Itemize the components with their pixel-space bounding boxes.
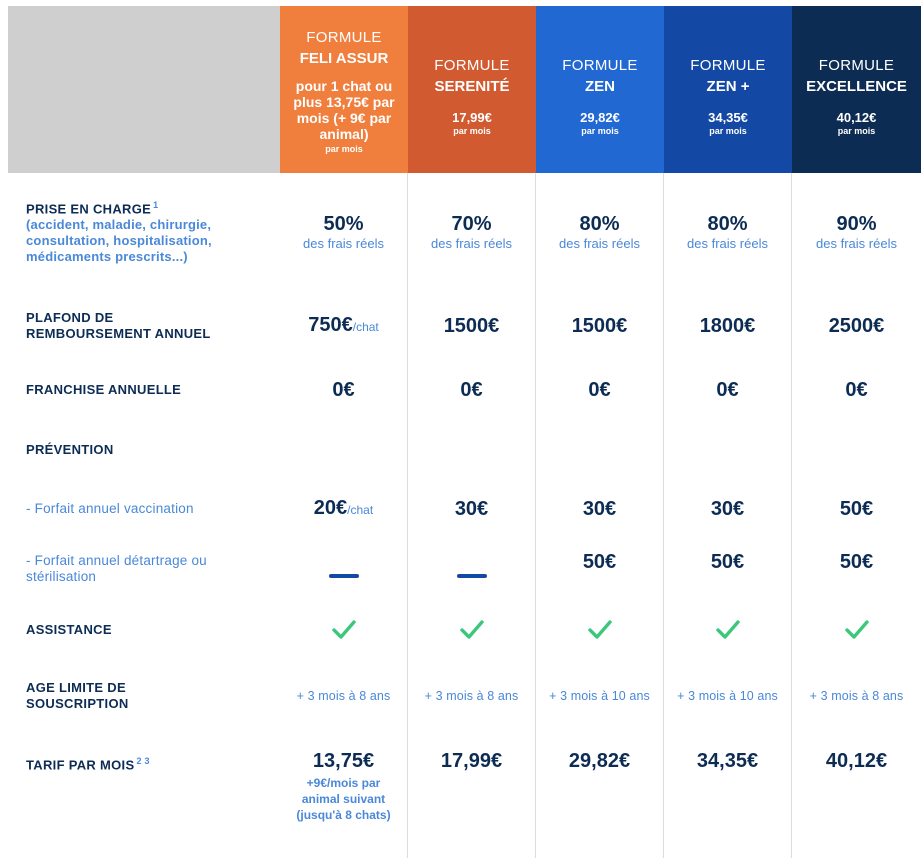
- value-cell: [792, 360, 921, 420]
- value: + 3 mois à 8 ans: [296, 689, 391, 703]
- footnote-ref: 2 3: [136, 756, 150, 766]
- value-note: des frais réels: [816, 236, 897, 251]
- value: 50€: [839, 551, 874, 573]
- row-label-assistance: [8, 599, 280, 661]
- value: 30€: [454, 498, 489, 520]
- value-cell: [664, 731, 792, 858]
- plan-header-zen: [536, 6, 664, 173]
- value-unit: /chat: [347, 503, 374, 517]
- plan-header-price: 34,35€: [708, 110, 748, 125]
- value-cell: [536, 291, 664, 360]
- value: + 3 mois à 8 ans: [424, 689, 519, 703]
- value: 29,82€: [568, 750, 631, 772]
- value-cell: [792, 173, 921, 291]
- value-cell: [664, 291, 792, 360]
- plan-header-desc: pour 1 chat ou plus 13,75€ par mois (+ 9€ par animal): [293, 78, 395, 142]
- value-cell: [792, 661, 921, 731]
- value-cell: [664, 661, 792, 731]
- value-cell: [536, 539, 664, 599]
- value-note: des frais réels: [687, 236, 768, 251]
- row-label-text: - Forfait annuel détartrage ou stérilisation: [26, 553, 207, 584]
- value: 750€: [308, 313, 353, 336]
- pricing-comparison-table: [8, 6, 921, 858]
- value-note: +9€/mois par animal suivant (jusqu'à 8 chats): [296, 776, 391, 822]
- value: 1800€: [699, 314, 756, 337]
- value-cell: [280, 173, 408, 291]
- header-empty-cell: [8, 6, 280, 173]
- value-cell: [280, 360, 408, 420]
- value-note: des frais réels: [559, 236, 640, 251]
- value: 0€: [845, 379, 868, 401]
- row-label-sub: (accident, maladie, chirurgie, consultation, hospitalisation, médicaments prescrits...): [26, 217, 212, 265]
- plan-header-price: 17,99€: [452, 110, 492, 125]
- value-cell: [664, 479, 792, 539]
- plan-header-line1: FORMULE: [818, 57, 895, 74]
- check-icon: [844, 619, 870, 641]
- value: 30€: [710, 498, 745, 520]
- value-note: des frais réels: [303, 236, 384, 251]
- plan-header-line1: FORMULE: [306, 29, 382, 46]
- not-included-dash: [329, 574, 359, 578]
- plan-header-serenite: [408, 6, 536, 173]
- value: 34,35€: [696, 750, 759, 772]
- value: 90%: [836, 213, 877, 235]
- row-label-plafond: [8, 291, 280, 360]
- row-label-text: FRANCHISE ANNUELLE: [26, 382, 182, 397]
- row-label-prise-en-charge: [8, 173, 280, 291]
- value-cell: [536, 479, 664, 539]
- value-cell: [792, 731, 921, 858]
- row-label-text: AGE LIMITE DE SOUSCRIPTION: [26, 680, 129, 711]
- value-cell: [408, 661, 536, 731]
- row-label-text: - Forfait annuel vaccination: [26, 501, 194, 516]
- value-cell: [792, 291, 921, 360]
- value-cell: [408, 731, 536, 858]
- value: 70%: [451, 213, 492, 235]
- value-cell: [408, 599, 536, 661]
- value: 17,99€: [440, 750, 503, 772]
- plan-header-price: 29,82€: [580, 110, 620, 125]
- value-cell: [792, 599, 921, 661]
- value: 80%: [579, 213, 620, 235]
- value-cell: [792, 539, 921, 599]
- value: 50€: [710, 551, 745, 573]
- row-label-text: PRISE EN CHARGE: [26, 201, 152, 217]
- check-icon: [331, 619, 357, 641]
- plan-header-line1: FORMULE: [562, 57, 638, 74]
- value-cell: [280, 291, 408, 360]
- value: + 3 mois à 8 ans: [809, 689, 904, 703]
- plan-header-name: ZEN +: [706, 78, 750, 95]
- value-cell: [664, 599, 792, 661]
- value-cell: [536, 360, 664, 420]
- value: 50%: [323, 213, 364, 235]
- value: 2500€: [828, 314, 885, 337]
- check-icon: [459, 619, 485, 641]
- value: + 3 mois à 10 ans: [677, 689, 778, 703]
- check-icon: [715, 619, 741, 641]
- value: 1500€: [443, 314, 500, 337]
- plan-header-per-month: par mois: [453, 126, 491, 136]
- value-cell: [280, 539, 408, 599]
- empty-cell: [664, 420, 792, 479]
- plan-header-per-month: par mois: [837, 126, 876, 136]
- empty-cell: [792, 420, 921, 479]
- plan-header-excellence: [792, 6, 921, 173]
- value: 50€: [582, 551, 617, 573]
- value: 13,75€: [312, 750, 375, 772]
- value: 40,12€: [825, 750, 888, 772]
- value: 30€: [582, 498, 617, 520]
- plan-header-zen-plus: [664, 6, 792, 173]
- row-label-tarif: [8, 731, 280, 858]
- value-cell: [280, 479, 408, 539]
- value-unit: /chat: [352, 319, 379, 334]
- row-label-age: [8, 661, 280, 731]
- value-cell: [536, 173, 664, 291]
- value: 0€: [460, 379, 483, 401]
- row-label-text: PRÉVENTION: [26, 441, 114, 457]
- plan-header-price: 40,12€: [836, 110, 877, 125]
- plan-header-per-month: par mois: [709, 126, 747, 136]
- value: 0€: [588, 379, 611, 401]
- empty-cell: [408, 420, 536, 479]
- plan-header-line1: FORMULE: [690, 57, 766, 74]
- row-label-franchise: [8, 360, 280, 420]
- row-label-text: ASSISTANCE: [26, 622, 112, 637]
- value-cell: [408, 360, 536, 420]
- value-cell: [280, 731, 408, 858]
- value-note: des frais réels: [431, 236, 512, 251]
- value: 50€: [839, 498, 874, 520]
- value-cell: [536, 599, 664, 661]
- row-label-prevention: [8, 420, 280, 479]
- value-cell: [664, 173, 792, 291]
- value-cell: [792, 479, 921, 539]
- row-label-text: PLAFOND DE REMBOURSEMENT ANNUEL: [26, 309, 211, 341]
- plan-header-name: EXCELLENCE: [806, 78, 907, 95]
- empty-cell: [536, 420, 664, 479]
- row-label-vaccination: [8, 479, 280, 539]
- row-label-detartrage: [8, 539, 280, 599]
- value-cell: [536, 661, 664, 731]
- plan-header-name: SERENITÉ: [434, 78, 510, 95]
- plan-header-per-month: par mois: [325, 144, 363, 154]
- value-cell: [408, 173, 536, 291]
- value: + 3 mois à 10 ans: [549, 689, 650, 703]
- check-icon: [587, 619, 613, 641]
- plan-header-line1: FORMULE: [434, 57, 510, 74]
- plan-header-per-month: par mois: [581, 126, 619, 136]
- value-cell: [536, 731, 664, 858]
- value-cell: [408, 479, 536, 539]
- value: 1500€: [571, 314, 628, 337]
- value-cell: [664, 539, 792, 599]
- value: 0€: [332, 379, 355, 401]
- value: 0€: [716, 379, 739, 401]
- value-cell: [280, 661, 408, 731]
- plan-header-name: ZEN: [585, 78, 615, 95]
- value: 80%: [707, 213, 748, 235]
- value: 20€: [313, 497, 348, 519]
- value-cell: [664, 360, 792, 420]
- plan-header-feli-assur: [280, 6, 408, 173]
- empty-cell: [280, 420, 408, 479]
- footnote-ref: 1: [153, 200, 159, 210]
- not-included-dash: [457, 574, 487, 578]
- value-cell: [408, 539, 536, 599]
- plan-header-name: FELI ASSUR: [299, 50, 389, 67]
- value-cell: [408, 291, 536, 360]
- value-cell: [280, 599, 408, 661]
- row-label-text: TARIF PAR MOIS: [26, 757, 135, 773]
